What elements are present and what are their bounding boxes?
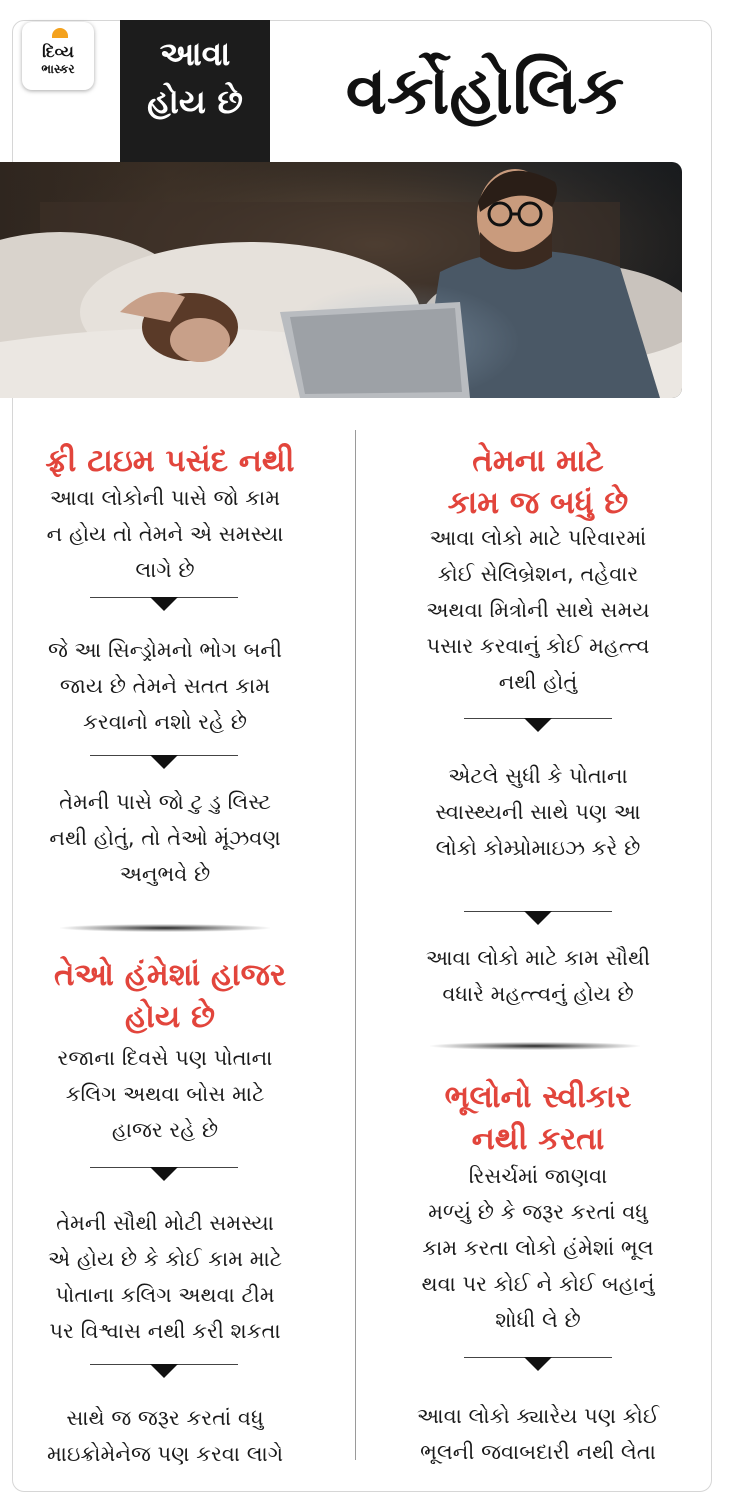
left-section2-item3: સાથે જ જરૂર કરતાં વધુ માઇક્રોમેનેજ પણ કરવા લાગે <box>46 1406 284 1466</box>
triangle-down-icon <box>150 597 178 611</box>
left-section1-heading: ફ્રી ટાઇમ પસંદ નથી <box>45 443 295 479</box>
right-section1-heading: તેમના માટે કામ જ બધું છે <box>447 443 629 521</box>
right-separator2 <box>464 911 612 931</box>
right-section2-heading: ભૂલોનો સ્વીકાર નથી કરતા <box>444 1079 632 1157</box>
left-section2-item2: તેમની સૌથી મોટી સમસ્યા એ હોય છે કે કોઈ કામ માટે પોતાના કલિગ અથવા ટીમ પર વિશ્વાસ નથી કરી શકતા <box>48 1211 282 1343</box>
triangle-down-icon <box>524 1357 552 1371</box>
right-section2-item2: આવા લોકો ક્યારેય પણ કોઈ ભૂલની જવાબદારી નથી લેતા <box>416 1404 660 1464</box>
right-separator1 <box>464 718 612 738</box>
divya-bhaskar-logo <box>22 22 94 90</box>
left-separator3 <box>90 1167 238 1187</box>
triangle-down-icon <box>150 1167 178 1181</box>
hero-photo-man-working-on-laptop-in-bed <box>0 162 682 398</box>
title-small-line1: આવા <box>159 34 231 73</box>
left-separator1 <box>90 597 238 617</box>
left-section2-item1: રજાના દિવસે પણ પોતાના કલિગ અથવા બોસ માટે હાજર રહે છે <box>57 1046 273 1142</box>
right-section1-item2: એટલે સુધી કે પોતાના સ્વાસ્થ્યની સાથે પણ આ લોકો કોમ્પ્રોમાઇઝ કરે છે <box>435 764 641 860</box>
triangle-down-icon <box>150 1364 178 1378</box>
right-section1-item1: આવા લોકો માટે પરિવારમાં કોઈ સેલિબ્રેશન, તહેવાર અથવા મિત્રોની સાથે સમય પસાર કરવાનું કોઈ મહત્ત્વ નથી હોતું <box>426 526 650 694</box>
left-section1-item2: જે આ સિન્ડ્રોમનો ભોગ બની જાય છે તેમને સતત કામ કરવાનો નશો રહે છે <box>48 638 282 734</box>
left-section1-item3: તેમની પાસે જો ટુ ડુ લિસ્ટ નથી હોતું, તો તેઓ મૂંઝવણ અનુભવે છે <box>49 790 281 886</box>
left-section-fade-divider <box>60 924 270 932</box>
triangle-down-icon <box>524 718 552 732</box>
page-title: વર્કોહોલિક <box>345 52 625 129</box>
triangle-down-icon <box>524 911 552 925</box>
right-section-fade-divider <box>430 1042 640 1050</box>
left-separator4 <box>90 1364 238 1384</box>
left-section2-heading: તેઓ હંમેશાં હાજર હોય છે <box>54 957 286 1035</box>
hero-illustration <box>0 162 682 398</box>
triangle-down-icon <box>150 755 178 769</box>
right-section1-item3: આવા લોકો માટે કામ સૌથી વધારે મહત્ત્વનું હોય છે <box>425 946 651 1006</box>
right-section2-item1: રિસર્ચમાં જાણવા મળ્યું છે કે જરૂર કરતાં વધુ કામ કરતા લોકો હંમેશાં ભૂલ થવા પર કોઈ ને કોઈ બહાનું શોધી લે છે <box>421 1164 655 1332</box>
title-small-line2: હોય છે <box>147 82 243 121</box>
left-section1-item1: આવા લોકોની પાસે જો કામ ન હોય તો તેમને એ સમસ્યા લાગે છે <box>46 486 284 582</box>
title-small <box>120 30 270 126</box>
sun-icon <box>52 28 68 38</box>
logo-line2: ભાસ્કર <box>41 62 75 76</box>
left-separator2 <box>90 755 238 775</box>
logo-line1: દિવ્ય <box>42 42 74 61</box>
column-divider <box>355 430 356 1460</box>
right-separator3 <box>464 1357 612 1377</box>
